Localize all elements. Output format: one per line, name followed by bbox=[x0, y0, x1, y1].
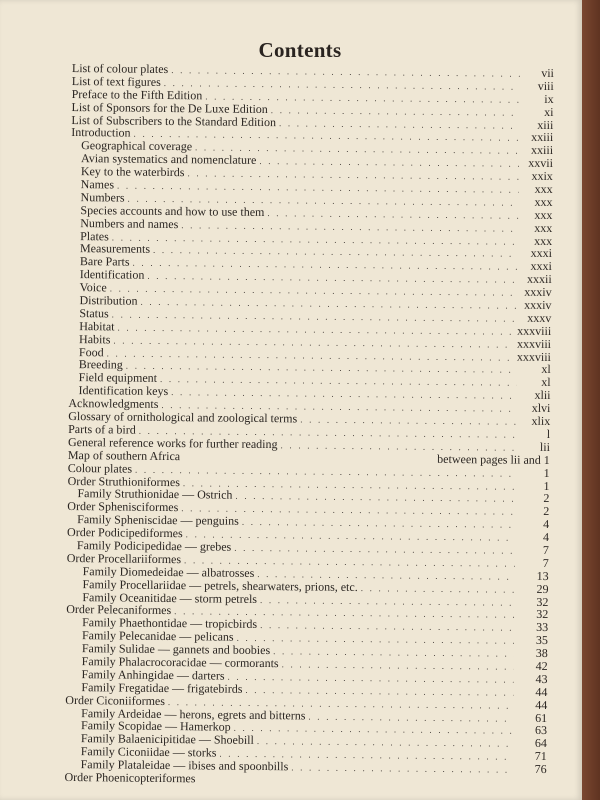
toc-entry-title: Family Podicipedidae — grebes bbox=[76, 538, 232, 554]
toc-entry-title: Habits bbox=[79, 331, 111, 347]
toc-entry-page: between pages lii and 1 bbox=[437, 451, 550, 467]
toc-entry-title: Colour plates bbox=[67, 460, 133, 476]
toc-entry-page: xxx bbox=[534, 207, 553, 222]
toc-entry-page: xxxiv bbox=[524, 284, 552, 300]
toc-entry-page: 38 bbox=[535, 645, 548, 661]
toc-entry-title: Plates bbox=[80, 228, 109, 243]
toc-entry-page: xxx bbox=[534, 181, 553, 197]
toc-entry-page: l bbox=[546, 426, 551, 441]
toc-entry-page: 4 bbox=[543, 517, 550, 532]
toc-entry-page: xxxviii bbox=[516, 336, 552, 351]
toc-entry-title: Species accounts and how to use them bbox=[80, 202, 265, 219]
toc-entry-title: Family Scopidae — Hamerkop bbox=[80, 718, 231, 735]
toc-entry-title: Family Ciconiidae — storks bbox=[80, 744, 217, 760]
toc-entry-title: Names bbox=[80, 177, 115, 192]
toc-entry-page: xxxi bbox=[530, 246, 553, 261]
toc-entry-page: 7 bbox=[542, 555, 549, 570]
toc-entry-page: 7 bbox=[542, 542, 549, 557]
toc-entry-title: Family Oceanitidae — storm petrels bbox=[82, 589, 258, 606]
toc-entry-page: 76 bbox=[534, 761, 547, 777]
toc-entry-page: vii bbox=[541, 65, 554, 81]
toc-entry-title: List of text figures bbox=[71, 73, 161, 89]
toc-entry-title: Family Sulidae — gannets and boobies bbox=[81, 641, 271, 658]
toc-entry-title: Family Pelecanidae — pelicans bbox=[81, 628, 234, 644]
toc-entry-title: Status bbox=[79, 306, 109, 321]
toc-entry-page: xxx bbox=[534, 233, 553, 248]
toc-entry-page: 32 bbox=[536, 594, 549, 609]
toc-entry-title: Order Phoenicopteriformes bbox=[64, 769, 196, 786]
toc-entry-title: List of colour plates bbox=[71, 61, 169, 77]
toc-entry-page: xi bbox=[544, 104, 554, 119]
toc-entry-page: 44 bbox=[535, 697, 548, 712]
toc-entry-page: xl bbox=[541, 362, 551, 377]
toc-entry-page: xxxviii bbox=[517, 323, 552, 338]
toc-entry-title: Bare Parts bbox=[79, 254, 130, 269]
toc-entry-page: 64 bbox=[534, 736, 547, 751]
toc-entry-title: Introduction bbox=[71, 125, 131, 141]
toc-entry-title: Order Pelecaniformes bbox=[66, 602, 172, 618]
toc-entry-title: Measurements bbox=[79, 241, 151, 257]
toc-entry-title: Identification keys bbox=[78, 383, 169, 399]
toc-entry-page: 32 bbox=[536, 607, 549, 622]
toc-entry-page: xxx bbox=[534, 194, 553, 209]
toc-entry-page: 2 bbox=[543, 504, 550, 519]
toc-entry-page: xxix bbox=[531, 168, 553, 184]
toc-entry-page: xxxiv bbox=[524, 297, 552, 313]
toc-entry-page: 63 bbox=[534, 723, 548, 738]
toc-entry-title: Breeding bbox=[78, 357, 123, 373]
toc-entry-title: Numbers and names bbox=[80, 215, 179, 231]
toc-entry-title: Voice bbox=[79, 280, 107, 295]
toc-entry-title: Glossary of ornithological and zoological terms bbox=[68, 409, 298, 426]
toc-entry-title: Order Sphenisciformes bbox=[67, 499, 179, 515]
toc-entry-title: Distribution bbox=[79, 293, 138, 308]
toc-entry-title: Numbers bbox=[80, 190, 125, 205]
toc-entry-page: xlvi bbox=[531, 400, 551, 416]
toc-entry-page: 61 bbox=[535, 710, 548, 725]
toc-entry-title: List of Subscribers to the Standard Edition bbox=[71, 112, 277, 129]
toc-entry-title: Acknowledgments bbox=[68, 396, 159, 412]
toc-entry-page: 43 bbox=[535, 671, 548, 686]
toc-entry-title: Family Phalacrocoracidae — cormorants bbox=[81, 654, 279, 671]
toc-entry-page: 1 bbox=[543, 465, 550, 480]
toc-entry-title: Family Phaethontidae — tropicbirds bbox=[82, 615, 258, 632]
toc-entry-page: viii bbox=[537, 78, 554, 93]
toc-entry-title: Family Struthionidae — Ostrich bbox=[77, 486, 233, 503]
toc-entry-page: xxxii bbox=[527, 272, 552, 287]
page-title: Contents bbox=[258, 38, 342, 62]
toc-entry-title: Key to the waterbirds bbox=[80, 164, 185, 180]
toc-entry-title: Map of southern Africa bbox=[67, 447, 181, 463]
toc-entry-page: 42 bbox=[535, 658, 548, 673]
toc-entry-page: xxxviii bbox=[516, 349, 552, 364]
toc-entry-title: Family Plataleidae — ibises and spoonbills bbox=[80, 757, 289, 774]
toc-entry-title: Geographical coverage bbox=[81, 138, 193, 154]
toc-entry-title: Order Procellariiformes bbox=[66, 550, 182, 567]
toc-entry-page: 2 bbox=[543, 491, 550, 506]
toc-entry-page: 44 bbox=[535, 684, 548, 699]
toc-entry-page: 4 bbox=[542, 530, 550, 545]
toc-entry-page: xlix bbox=[531, 413, 551, 429]
toc-entry-title: List of Sponsors for the De Luxe Edition bbox=[71, 99, 268, 116]
toc-entry-page: 33 bbox=[536, 620, 549, 635]
toc-entry-title: Family Balaenicipitidae — Shoebill bbox=[80, 731, 254, 748]
toc-entry-title: Family Fregatidae — frigatebirds bbox=[81, 679, 243, 696]
toc-entry-page: xxiii bbox=[531, 130, 554, 145]
toc-entry-title: Order Struthioniformes bbox=[67, 473, 180, 489]
toc-entry-title: Order Ciconiiformes bbox=[65, 692, 166, 708]
toc-entry-page: xxxi bbox=[530, 259, 552, 274]
toc-entry-title: Family Spheniscidae — penguins bbox=[77, 512, 239, 528]
toc-entry-page: ix bbox=[544, 91, 554, 106]
toc-entry-page: xiii bbox=[537, 117, 554, 132]
dot-leader bbox=[198, 782, 512, 785]
toc-entry-title: General reference works for further reading bbox=[67, 434, 278, 452]
toc-entry-page: xxx bbox=[534, 220, 553, 235]
book-edge bbox=[582, 0, 600, 800]
toc-entry-title: Preface to the Fifth Edition bbox=[71, 86, 203, 103]
toc-entry-page: 71 bbox=[534, 749, 547, 764]
toc-entry-page: xl bbox=[541, 375, 551, 390]
toc-entry-title: Food bbox=[78, 344, 104, 359]
toc-entry-page: 35 bbox=[535, 633, 549, 648]
toc-entry-page: xxiii bbox=[531, 143, 554, 158]
toc-entry-title: Identification bbox=[79, 267, 145, 283]
toc-entry-page: xxvii bbox=[528, 156, 554, 171]
toc-entry-page: 1 bbox=[543, 478, 550, 493]
toc-entry-page: lii bbox=[539, 439, 551, 454]
table-of-contents bbox=[64, 62, 554, 789]
toc-entry-title: Habitat bbox=[79, 318, 115, 334]
toc-entry-title: Field equipment bbox=[78, 370, 158, 386]
toc-entry-title: Family Ardeidae — herons, egrets and bitterns bbox=[81, 705, 306, 723]
toc-entry-page: 29 bbox=[536, 581, 549, 596]
toc-entry-title: Parts of a bird bbox=[68, 421, 136, 437]
dot-leader bbox=[183, 460, 433, 463]
toc-entry-page: xlii bbox=[534, 388, 551, 403]
toc-entry-page: 13 bbox=[536, 568, 549, 583]
toc-entry-page: xxxv bbox=[527, 310, 552, 325]
toc-entry-title: Avian systematics and nomenclature bbox=[80, 151, 257, 168]
toc-entry-title: Family Diomedeidae — albatrosses bbox=[82, 563, 255, 580]
toc-entry-title: Order Podicipediformes bbox=[67, 525, 183, 541]
toc-entry-title: Family Anhingidae — darters bbox=[81, 666, 225, 683]
toc-entry-title: Family Procellariidae — petrels, shearwaters, prions, etc. bbox=[82, 576, 358, 594]
